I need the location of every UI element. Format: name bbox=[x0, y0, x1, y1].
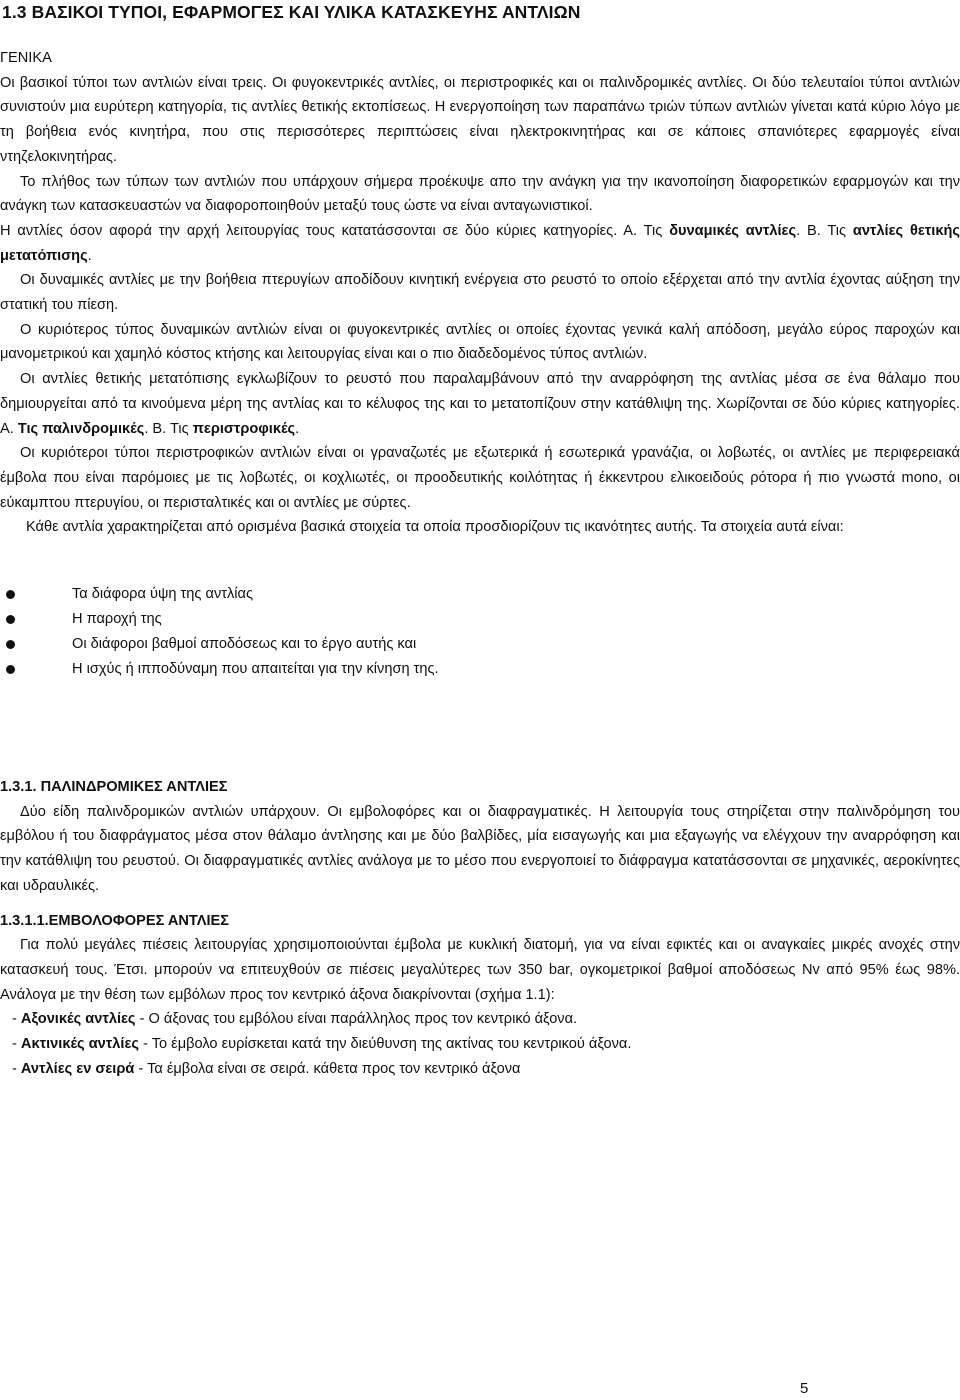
section-131-title: 1.3.1. ΠΑΛΙΝΔΡΟΜΙΚΕΣ ΑΝΤΛΙΕΣ bbox=[0, 779, 228, 795]
list-item bbox=[0, 632, 960, 657]
general-label: ΓΕΝΙΚΑ bbox=[0, 50, 52, 66]
list-item bbox=[0, 582, 960, 607]
text-run: Οι αντλίες θετικής μετατόπισης εγκλωβίζουν το ρευστό που παραλαμβάνουν από την αναρρόφηση της αντλίας μέσα σε ένα θάλαμο που δημιουργείται από τα κινούμενα μέρη της αντλίας και το κέλυφος της και το μετατοπίζουν στην κατάθλιψη της. Χωρίζονται σε δύο κύριες κατηγορίες. Α. bbox=[0, 371, 960, 437]
characteristics-list bbox=[0, 582, 960, 682]
list-item-text: Η ισχύς ή ιπποδύναμη που απαιτείται για την κίνηση της. bbox=[72, 661, 439, 677]
bullet-icon bbox=[6, 665, 15, 674]
general-paragraph-8: Κάθε αντλία χαρακτηρίζεται από ορισμένα βασικά στοιχεία τα οποία προσδιορίζουν τις ικανότητες αυτής. Τα στοιχεία αυτά είναι: bbox=[26, 519, 844, 536]
rotary-term: περιστροφικές bbox=[192, 420, 296, 437]
general-paragraph-5: Ο κυριότερος τύπος δυναμικών αντλιών είναι οι φυγοκεντρικές αντλίες οι οποίες έχοντας γενικά καλή απόδοση, μεγάλο εύρος παροχών και μανομετρικού και χαμηλό κόστος κτήσης και λειτουργίας είναι και ο πιο διαδεδομένος τύπος αντλιών. bbox=[0, 321, 960, 363]
bullet-icon bbox=[6, 640, 15, 649]
general-paragraph-6 bbox=[0, 367, 960, 441]
definition-item bbox=[0, 1032, 960, 1057]
definition-text: - Ο άξονας του εμβόλου είναι παράλληλος προς τον κεντρικό άξονα. bbox=[135, 1011, 578, 1028]
text-run: . Β. Τις bbox=[796, 222, 853, 239]
general-paragraph-2: Το πλήθος των τύπων των αντλιών που υπάρχουν σήμερα προέκυψε απο την ανάγκη για την ικανοποίηση διαφορετικών εφαρμογών και την ανάγκη των κατασκευαστών να διαφοροποιηθούν μεταξύ τους ώστε να είναι ανταγωνιστικοί. bbox=[0, 173, 960, 215]
dynamic-pumps-term: δυναμικές αντλίες bbox=[669, 222, 797, 239]
general-paragraph-1: Οι βασικοί τύποι των αντλιών είναι τρεις. Οι φυγοκεντρικές αντλίες, οι περιστροφικές και οι παλινδρομικές αντλίες. Οι δύο τελευταίοι τύποι αντλιών συνιστούν μια ευρύτερη κατηγορία, τις αντλίες θετικής εκτοπίσεως. Η ενεργοποίηση των παραπάνω τριών τύπων αντλιών γίνεται κατά κύριο λόγο με τη βοήθεια ενός κινητήρα, που στις περισσότερες περιπτώσεις είναι ηλεκτροκινητήρας και σε κάποιες σπανιότερες εφαρμογές είναι ντηζελοκινητήρας. bbox=[0, 74, 960, 165]
definition-term: Αξονικές αντλίες bbox=[20, 1011, 136, 1028]
page-number: 5 bbox=[800, 1380, 809, 1397]
text-run: Η αντλίες όσον αφορά την αρχή λειτουργίας τους κατατάσσονται σε δύο κύριες κατηγορίες. Α. Τις bbox=[0, 222, 670, 239]
reciprocating-term: Τις παλινδρομικές bbox=[17, 420, 145, 437]
definition-item bbox=[0, 1057, 960, 1082]
definition-text: - Τα έμβολα είναι σε σειρά. κάθετα προς τον κεντρικό άξονα bbox=[134, 1060, 521, 1077]
reciprocating-section bbox=[0, 775, 960, 1081]
text-run: . bbox=[295, 420, 300, 437]
section-heading: 1.3 ΒΑΣΙΚΟΙ ΤΥΠΟΙ, ΕΦΑΡΜΟΓΕΣ ΚΑΙ ΥΛΙΚΑ ΚΑΤΑΣΚΕΥΗΣ ΑΝΤΛΙΩΝ bbox=[2, 2, 581, 22]
section-1311-paragraph: Για πολύ μεγάλες πιέσεις λειτουργίας χρησιμοποιούνται έμβολα με κυκλική διατομή, για να είναι εφικτές και οι αναγκαίες μικρές ανοχές στην κατασκευή τους. Έτσι. μπορούν να επιτευχθούν σε πιέσεις μεγαλύτερες των 350 bar, ογκομετρικοί βαθμοί αποδόσεως Nv από 95% έως 98%. Ανάλογα με την θέση των εμβόλων προς τον κεντρικό άξονα διακρίνονται (σχήμα 1.1): bbox=[0, 937, 960, 1003]
definition-item bbox=[0, 1007, 960, 1032]
general-paragraph-7: Οι κυριότεροι τύποι περιστροφικών αντλιών είναι οι γραναζωτές με εξωτερικά ή εσωτερικά γρανάζια, οι λοβωτές, οι αντλίες με περιφερειακά έμβολα που είναι παρόμοιες με τις λοβωτές, οι κοχλιωτές, οι προοδευτικής κοιλότητας ή έκκεντρου ελικοειδούς ρότορα ή πιο γνωστά mono, οι εύκαμπτου πτερυγίου, οι περισταλτικές και οι αντλίες με σύρτες. bbox=[0, 445, 960, 511]
positive-displacement-term: αντλίες θετικής μετατόπισης bbox=[0, 222, 960, 264]
dash-prefix: - bbox=[12, 1011, 21, 1028]
definition-term: Ακτινικές αντλίες bbox=[20, 1036, 139, 1053]
general-section bbox=[0, 46, 960, 540]
section-1311-title: 1.3.1.1.ΕΜΒΟΛΟΦΟΡΕΣ ΑΝΤΛΙΕΣ bbox=[0, 912, 230, 929]
dash-prefix: - bbox=[12, 1036, 21, 1053]
list-item bbox=[0, 607, 960, 632]
definition-text: - Το έμβολο ευρίσκεται κατά την διεύθυνση της ακτίνας του κεντρικού άξονα. bbox=[139, 1036, 632, 1053]
bullet-icon bbox=[6, 615, 15, 624]
dash-prefix: - bbox=[12, 1060, 21, 1077]
list-item bbox=[0, 657, 960, 682]
text-run: . bbox=[87, 247, 92, 264]
general-paragraph-3 bbox=[0, 219, 960, 268]
list-item-text: Η παροχή της bbox=[72, 611, 162, 627]
bullet-icon bbox=[6, 590, 15, 599]
list-item-text: Τα διάφορα ύψη της αντλίας bbox=[72, 586, 254, 602]
definition-term: Αντλίες εν σειρά bbox=[20, 1060, 135, 1077]
text-run: . Β. Τις bbox=[144, 420, 193, 437]
list-item-text: Οι διάφοροι βαθμοί αποδόσεως και το έργο αυτής και bbox=[72, 636, 417, 652]
general-paragraph-4: Οι δυναμικές αντλίες με την βοήθεια πτερυγίων αποδίδουν κινητική ενέργεια στο ρευστό το οποίο εξέρχεται από την αντλία έχοντας αύξηση την στατική του πίεση. bbox=[0, 272, 960, 314]
section-131-paragraph: Δύο είδη παλινδρομικών αντλιών υπάρχουν. Οι εμβολοφόρες και οι διαφραγματικές. Η λειτουργία τους στηρίζεται στην παλινδρόμηση του εμβόλου ή του διαφράγματος μέσα στον θάλαμο άντλησης και με δύο βαλβίδες, μία εισαγωγής και μια εξαγωγής να ελέγχουν την αναρρόφηση και την κατάθλιψη του ρευστού. Οι διαφραγματικές αντλίες ανάλογα με το μέσο που ενεργοποιεί το διάφραγμα κατατάσσονται σε μηχανικές, αεροκίνητες και υδραυλικές. bbox=[0, 803, 960, 894]
